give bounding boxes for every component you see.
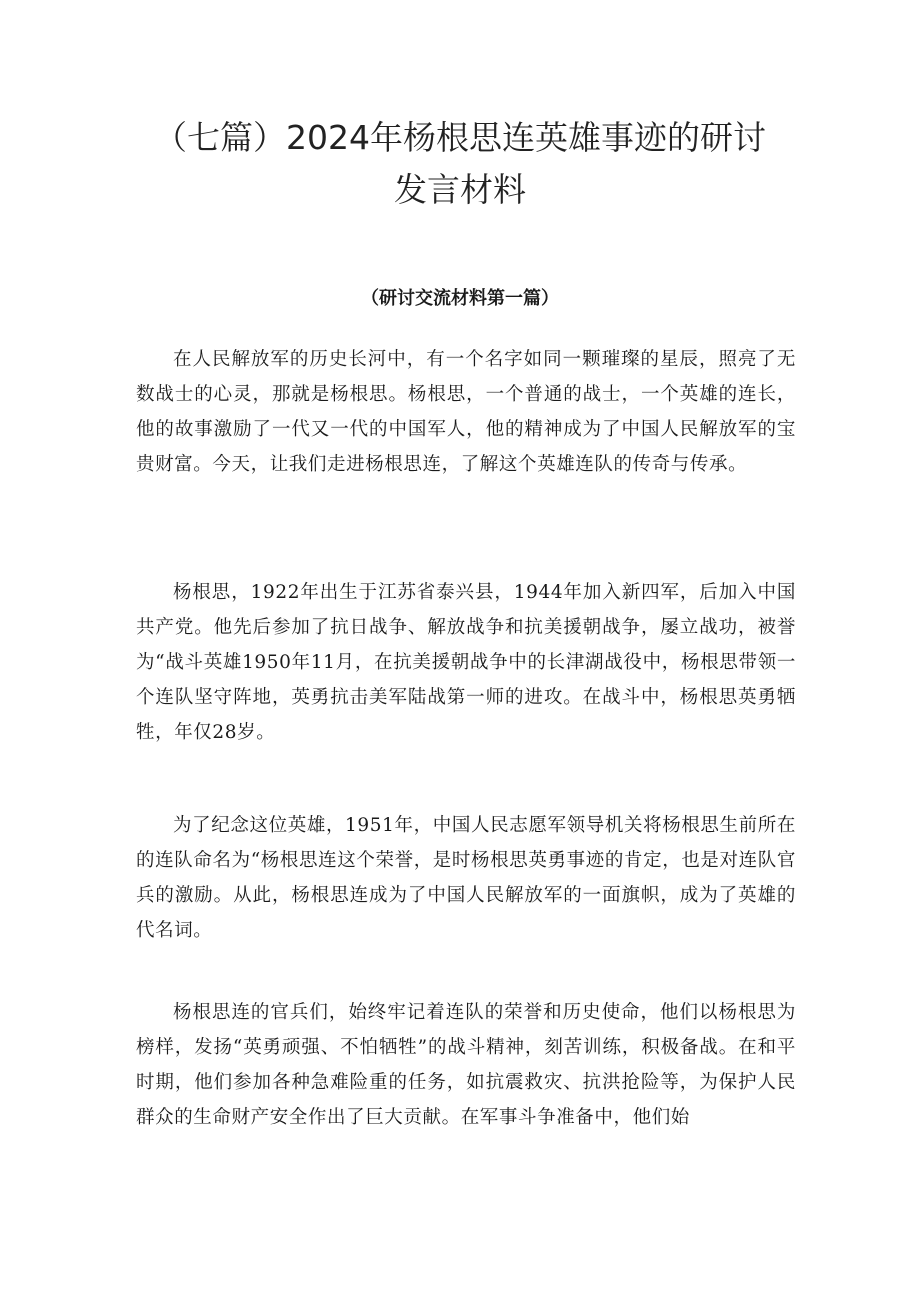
title-line-1: （七篇）2024年杨根思连英雄事迹的研讨 (154, 118, 766, 157)
paragraph-2: 杨根思，1922年出生于江苏省泰兴县，1944年加入新四军，后加入中国共产党。他先后参加了抗日战争、解放战争和抗美援朝战争，屡立战功，被誉为“战斗英雄1950年11月，在抗美援朝战争中的长津湖战役中，杨根思带领一个连队坚守阵地，英勇抗击美军陆战第一师的进攻。在战斗中，杨根思英勇牺牲，年仅28岁。 (136, 582, 796, 743)
section-heading: （研讨交流材料第一篇） (361, 288, 559, 309)
paragraph-3: 为了纪念这位英雄，1951年，中国人民志愿军领导机关将杨根思生前所在的连队命名为“杨根思连这个荣誉，是时杨根思英勇事迹的肯定，也是对连队官兵的激励。从此，杨根思连成为了中国人民解放军的一面旗帜，成为了英雄的代名词。 (136, 815, 796, 941)
paragraph-1: 在人民解放军的历史长河中，有一个名字如同一颗璀璨的星辰，照亮了无数战士的心灵，那就是杨根思。杨根思，一个普通的战士，一个英雄的连长，他的故事激励了一代又一代的中国军人，他的精神成为了中国人民解放军的宝贵财富。今天，让我们走进杨根思连，了解这个英雄连队的传奇与传承。 (136, 349, 796, 475)
title-line-2: 发言材料 (394, 170, 526, 209)
paragraph-4: 杨根思连的官兵们，始终牢记着连队的荣誉和历史使命，他们以杨根思为榜样，发扬“英勇顽强、不怕牺牲”的战斗精神，刻苦训练，积极备战。在和平时期，他们参加各种急难险重的任务，如抗震救灾、抗洪抢险等，为保护人民群众的生命财产安全作出了巨大贡献。在军事斗争准备中，他们始 (136, 1002, 796, 1128)
document-title (100, 112, 820, 216)
